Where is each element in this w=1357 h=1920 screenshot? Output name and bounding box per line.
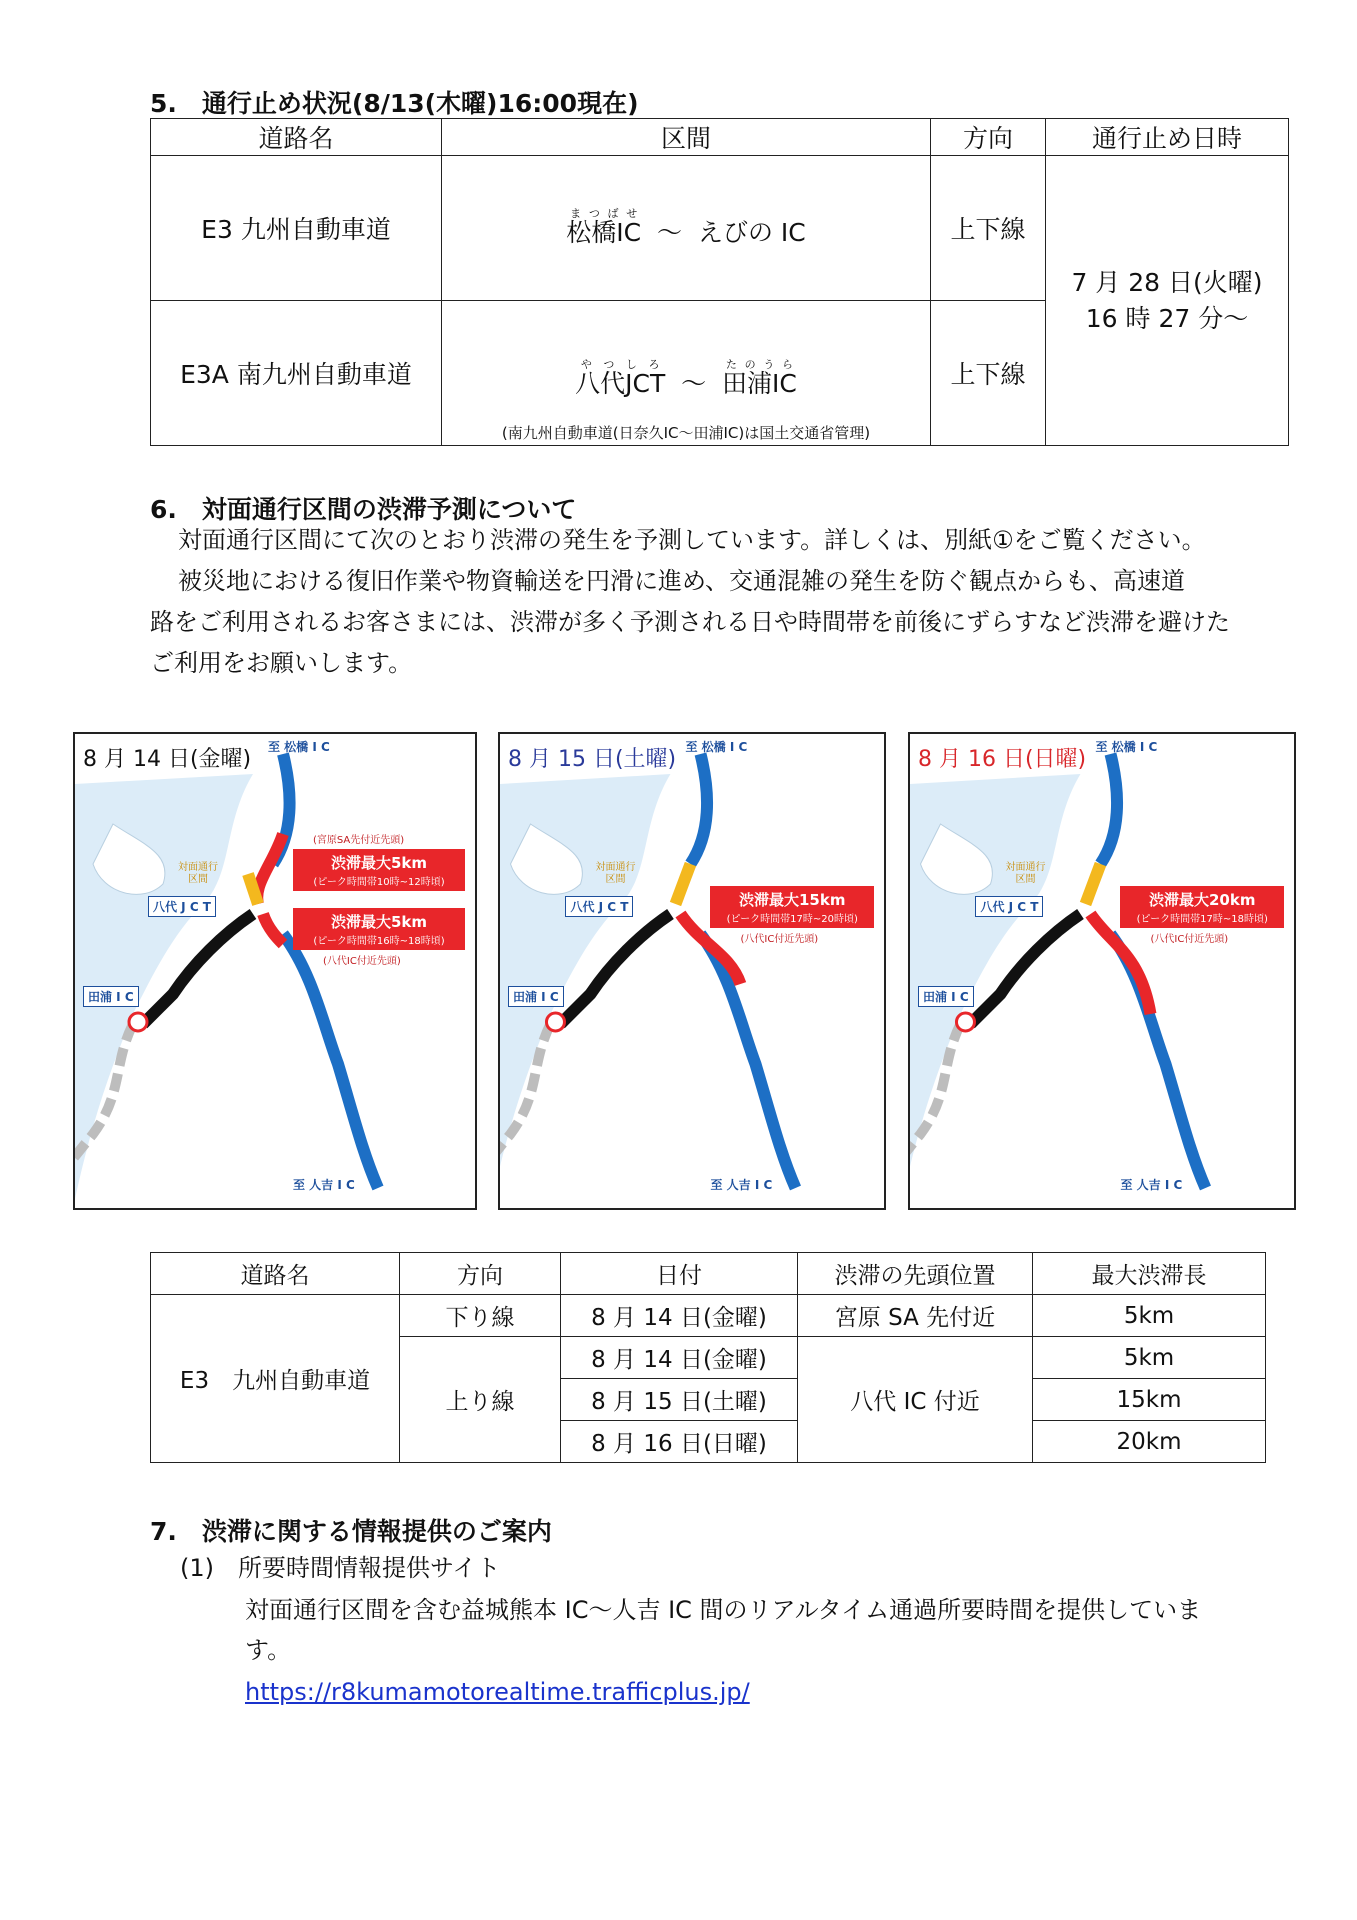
max-length: 5km [1033,1295,1266,1337]
north-label: 至 松橋 I C [268,740,330,754]
closure-marker [546,1013,564,1031]
congestion-peak: (ピーク時間帯17時~20時頃) [726,914,858,925]
map-graphic [75,734,475,1208]
taimen-label: 対面通行 区間 [1005,862,1046,885]
south-label: 至 人吉 I C [293,1178,355,1192]
sec6-paragraph-2c: ご利用をお願いします。 [150,649,413,677]
col-road: 道路名 [151,119,442,156]
max-length: 5km [1033,1337,1266,1379]
congestion-map-2 [498,732,886,1210]
col-max-length: 最大渋滞長 [1033,1253,1266,1295]
col-direction: 方向 [400,1253,561,1295]
sec6-paragraph-1: 対面通行区間にて次のとおり渋滞の発生を予測しています。詳しくは、別紙①をご覧ください。 [178,526,1206,554]
head-position: 八代 IC 付近 [798,1337,1033,1463]
congestion-max: 渋滞最大5km [330,913,428,931]
direction-up: 上り線 [400,1337,561,1463]
direction-down: 下り線 [400,1295,561,1337]
taimen-label: 対面通行 区間 [595,862,636,885]
date: 8 月 14 日(金曜) [561,1337,798,1379]
section-range: 松橋ICまつばせ ～ えびの IC [442,156,931,301]
map-date: 8 月 16 日(日曜) [918,742,1086,773]
congestion-foot: (八代IC付近先頭) [323,956,401,967]
jct-label: 八代 J C T [975,896,1043,917]
col-section: 区間 [442,119,931,156]
sec7-desc-b: す。 [245,1636,292,1664]
jct-label: 八代 J C T [565,896,633,917]
jct-label: 八代 J C T [148,896,216,917]
congestion-peak: (ピーク時間帯16時~18時頃) [313,936,445,947]
max-length: 20km [1033,1421,1266,1463]
sec7-item-1: (1) 所要時間情報提供サイト [180,1554,501,1582]
col-head-position: 渋滞の先頭位置 [798,1253,1033,1295]
congestion-table [150,1252,1266,1463]
management-note: (南九州自動車道(日奈久IC～田浦IC)は国土交通省管理) [501,424,871,442]
map-graphic [910,734,1294,1208]
col-road: 道路名 [151,1253,400,1295]
closure-datetime: 7 月 28 日(火曜) 16 時 27 分～ [1046,156,1289,446]
map-date: 8 月 15 日(土曜) [508,742,676,773]
date: 8 月 14 日(金曜) [561,1295,798,1337]
congestion-box [710,886,874,928]
taimen-label: 対面通行 区間 [178,862,218,885]
road-name: E3 九州自動車道 [151,156,442,301]
congestion-box [293,849,465,891]
congestion-max: 渋滞最大15km [738,891,846,909]
congestion-box [1120,886,1284,928]
congestion-box [293,908,465,950]
closure-marker [956,1013,974,1031]
congestion-head: (宮原SA先付近先頭) [313,835,405,846]
direction: 上下線 [931,301,1046,446]
col-closure-time: 通行止め日時 [1046,119,1289,156]
congestion-max: 渋滞最大5km [330,854,428,872]
congestion-foot: (八代IC付近先頭) [740,934,819,945]
map-date: 8 月 14 日(金曜) [83,742,251,773]
congestion-map-1 [73,732,477,1210]
north-label: 至 松橋 I C [685,740,748,754]
south-label: 至 人吉 I C [710,1178,773,1192]
date: 8 月 16 日(日曜) [561,1421,798,1463]
sec7-desc-a: 対面通行区間を含む益城熊本 IC～人吉 IC 間のリアルタイム通過所要時間を提供していま [245,1596,1202,1624]
tanoura-label: 田浦 I C [508,986,564,1007]
road-name: E3A 南九州自動車道 [151,301,442,446]
sec6-paragraph-2b: 路をご利用されるお客さまには、渋滞が多く予測される日や時間帯を前後にずらすなど渋滞を避けた [150,608,1230,636]
section7-title: 7. 渋滞に関する情報提供のご案内 [150,1517,552,1546]
section-range: 八代JCTやつしろ ～ 田浦ICたのうら (南九州自動車道(日奈久IC～田浦IC)は国土交通省管理) [442,301,931,446]
congestion-peak: (ピーク時間帯10時~12時頃) [313,877,445,888]
section5-title: 5. 通行止め状況(8/13(木曜)16:00現在) [150,89,639,118]
section6-title: 6. 対面通行区間の渋滞予測について [150,495,577,524]
tanoura-label: 田浦 I C [83,986,139,1007]
col-date: 日付 [561,1253,798,1295]
north-label: 至 松橋 I C [1095,740,1158,754]
congestion-map-3 [908,732,1296,1210]
map-graphic [500,734,884,1208]
congestion-peak: (ピーク時間帯17時~18時頃) [1136,914,1268,925]
max-length: 15km [1033,1379,1266,1421]
closure-table [150,118,1289,446]
realtime-site-link[interactable]: https://r8kumamotorealtime.trafficplus.jp/ [245,1678,750,1706]
congestion-max: 渋滞最大20km [1148,891,1256,909]
head-position: 宮原 SA 先付近 [798,1295,1033,1337]
congestion-foot: (八代IC付近先頭) [1150,934,1229,945]
direction: 上下線 [931,156,1046,301]
south-label: 至 人吉 I C [1120,1178,1183,1192]
sec6-paragraph-2a: 被災地における復旧作業や物資輸送を円滑に進め、交通混雑の発生を防ぐ観点からも、高速道 [178,567,1186,595]
date: 8 月 15 日(土曜) [561,1379,798,1421]
tanoura-label: 田浦 I C [918,986,974,1007]
col-direction: 方向 [931,119,1046,156]
closure-marker [129,1013,147,1031]
road-name: E3 九州自動車道 [151,1295,400,1463]
